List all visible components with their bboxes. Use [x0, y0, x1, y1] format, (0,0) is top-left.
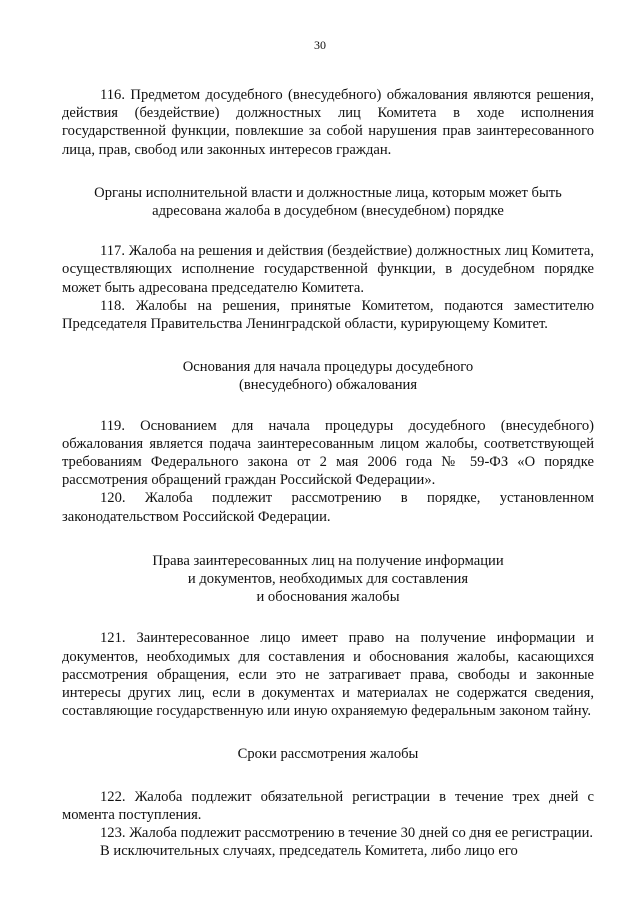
page-number: 30 — [314, 38, 326, 52]
paragraph-116: 116. Предметом досудебного (внесудебного) обжалования являются решения, действия (бездействие) должностных лиц Комитета в ходе исполнения государственной функции, повлекшие за собой нарушения прав заинтересованного лица, прав, свобод или законных интересов граждан. — [62, 87, 594, 158]
paragraph-119: 119. Основанием для начала процедуры досудебного (внесудебного) обжалования является подача заинтересованным лицом жалобы, соответствующей требованиям Федерального закона от 2 мая 2006 года № 59-ФЗ «О порядке рассмотрения обращений граждан Российской Федерации». — [62, 417, 594, 489]
paragraph-122: 122. Жалоба подлежит обязательной регистрации в течение трех дней с момента поступления. — [62, 788, 594, 823]
paragraph-117: 117. Жалоба на решения и действия (бездействие) должностных лиц Комитета, осуществляющих исполнение государственной функции, в досудебном порядке может быть адресована председателю Комитета. — [62, 243, 594, 296]
paragraph-123: 123. Жалоба подлежит рассмотрению в течение 30 дней со дня ее регистрации. — [100, 825, 594, 842]
paragraph-123-continuation: В исключительных случаях, председатель Комитета, либо лицо его — [100, 843, 518, 860]
section-heading-grounds: Основания для начала процедуры досудебного (внесудебного) обжалования — [182, 359, 474, 394]
section-heading-deadlines: Сроки рассмотрения жалобы — [237, 746, 419, 763]
paragraph-118: 118. Жалобы на решения, принятые Комитетом, подаются заместителю Председателя Правительства Ленинградской области, курирующему Комитет. — [62, 297, 594, 333]
paragraph-121: 121. Заинтересованное лицо имеет право на получение информации и документов, необходимых для составления и обоснования жалобы, касающихся рассмотрения обращения, если это не затрагивает права, свободы и законные интересы других лиц, если в документах и материалах не содержатся сведения, составляющие государственную или иную охраняемую федеральным законом тайну. — [62, 630, 594, 720]
section-heading-appeal-bodies: Органы исполнительной власти и должностные лица, которым может быть адресована жалоба в досудебном (внесудебном) порядке — [94, 184, 562, 220]
section-heading-rights: Права заинтересованных лиц на получение информации и документов, необходимых для составления и обоснования жалобы — [152, 552, 504, 606]
paragraph-120: 120. Жалоба подлежит рассмотрению в порядке, установленном законодательством Российской Федерации. — [62, 490, 594, 525]
document-body — [62, 86, 594, 861]
